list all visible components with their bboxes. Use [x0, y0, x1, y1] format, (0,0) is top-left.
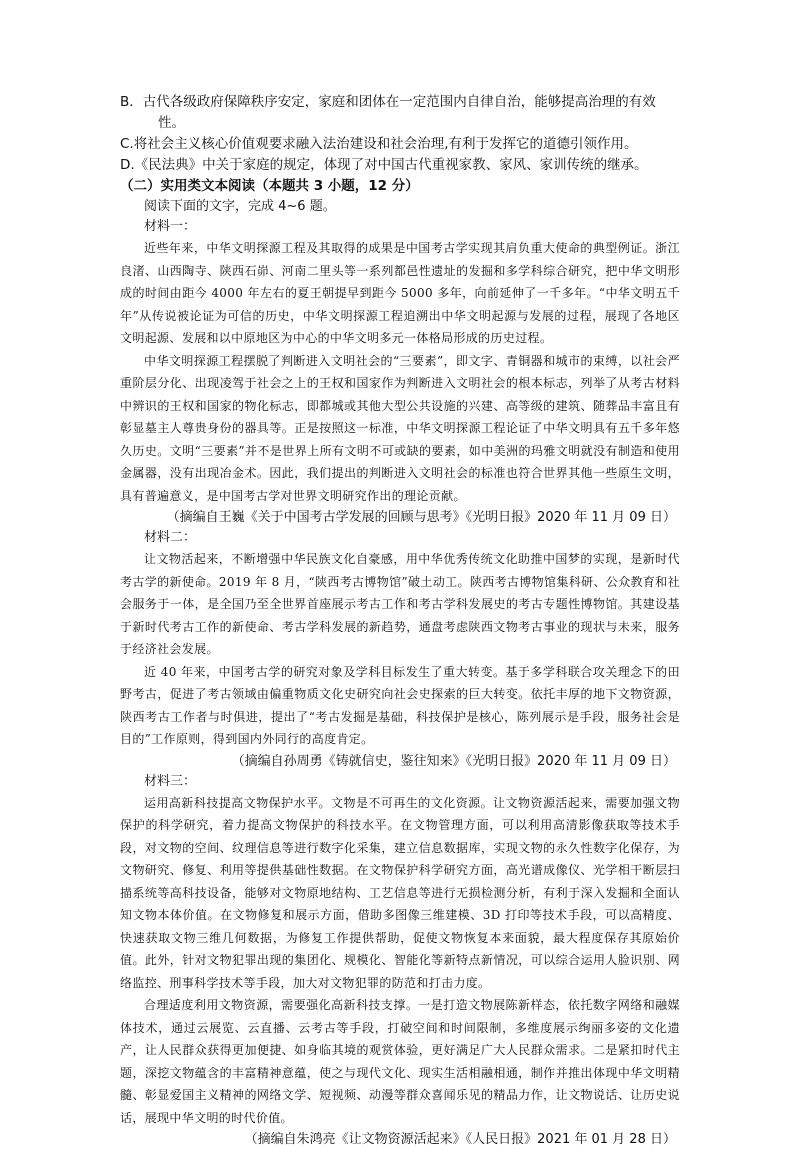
- material-1-title: 材料一：: [144, 219, 197, 234]
- material-3-paragraph: 合理适度利用文物资源，需要强化高新科技支撑。一是打造文物展陈新样态，依托数字网络和融媒体技术，通过云展览、云直播、云考古等手段，打破空间和时间限制，多维度展示绚丽多姿的文化遗产，让人民群众获得更加便捷、如身临其境的观赏体验，更好满足广大人民群众需求。二是紧扣时代主题，深挖文物蕴含的丰富精神意蕴，使之与现代文化、现实生活相融相通，制作并推出体现中华文明精髓、彰显爱国主义精神的网络文学、短视频、动漫等群众喜闻乐见的精品力作，让文物说话、让历史说话，展现中华文明的时代价值。: [120, 998, 680, 1125]
- material-3-source: （摘编自朱鸿亮《让文物资源活起来》《人民日报》2021 年 01 月 28 日）: [244, 1132, 676, 1147]
- section-title: （二）实用类文本阅读（本题共 3 小题，12 分）: [120, 178, 419, 194]
- material-2-paragraph: 近 40 年来，中国考古学的研究对象及学科目标发生了重大转变。基于多学科联合攻关理念下的田野考古，促进了考古领域由偏重物质文化史研究向社会史探索的巨大转变。依托丰厚的地下文物资源，陕西考古工作者与时俱进，提出了“考古发掘是基础，科技保护是核心，陈列展示是手段，服务社会是目的”工作原则，得到国内外同行的高度肯定。: [120, 664, 680, 746]
- material-3-paragraph: 运用高新科技提高文物保护水平。文物是不可再生的文化资源。让文物资源活起来，需要加强文物保护的科学研究，着力提高文物保护的科技水平。在文物管理方面，可以利用高清影像获取等技术手段，对文物的空间、纹理信息等进行数字化采集，建立信息数据库，实现文物的永久性数字化保存，为文物研究、修复、利用等提供基础性数据。在文物保护科学研究方面，高光谱成像仪、光学相干断层扫描系统等高科技设备，能够对文物原地结构、工艺信息等进行无损检测分析，有利于深入发掘和全面认知文物本体价值。在文物修复和展示方面，借助多图像三维建模、3D 打印等技术手段，可以高精度、快速获取文物三维几何数据，为修复工作提供帮助，促使文物恢复本来面貌，最大程度保存其原始价值。此外，针对文物犯罪出现的集团化、规模化、智能化等新特点新情况，可以综合运用人脸识别、网络监控、刑事科学技术等手段，加大对文物犯罪的防范和打击力度。: [120, 795, 680, 990]
- material-1-paragraph: 近些年来，中华文明探源工程及其取得的成果是中国考古学实现其肩负重大使命的典型例证。浙江良渚、山西陶寺、陕西石峁、河南二里头等一系列都邑性遗址的发掘和多学科综合研究，把中华文明形成的时间由距今 4000 年左右的夏王朝提早到距今 5000 多年，向前延伸了一千多年。“中华文明五千年”从传说被论证为可信的历史，中华文明探源工程追溯出中华文明起源与发展的过程，展现了各地区文明起源、发展和以中原地区为中心的中华文明多元一体格局形成的历史过程。: [120, 241, 680, 345]
- material-2-paragraph: 让文物活起来，不断增强中华民族文化自豪感，用中华优秀传统文化助推中国梦的实现，是新时代考古学的新使命。2019 年 8 月，“陕西考古博物馆”破土动工。陕西考古博物馆集科研、公众教育和社会服务于一体，是全国乃至全世界首座展示考古工作和考古学科发展史的考古专题性博物馆。其建设基于新时代考古工作的新使命、考古学科发展的新趋势，通盘考虑陕西文物考古事业的现状与未来，服务于经济社会发展。: [120, 552, 680, 656]
- material-1-paragraph: 中华文明探源工程摆脱了判断进入文明社会的“三要素”，即文字、青铜器和城市的束缚，以社会严重阶层分化、出现凌驾于社会之上的王权和国家作为判断进入文明社会的根本标志，列举了从考古材料中辨识的王权和国家的物化标志，即都城或其他大型公共设施的兴建、高等级的建筑、随葬品丰富且有彰显墓主人尊贵身份的器具等。正是按照这一标准，中华文明探源工程论证了中华文明具有五千多年悠久历史。文明“三要素”并不是世界上所有文明不可或缺的要素，如中美洲的玛雅文明就没有制造和使用金属器，没有出现冶金术。因此，我们提出的判断进入文明社会的标准也符合世界其他一些原生文明，具有普遍意义，是中国考古学对世界文明研究作出的理论贡献。: [120, 353, 680, 503]
- exam-page: [120, 92, 680, 1150]
- material-3-title: 材料三：: [144, 773, 197, 789]
- option-d: D.《民法典》中关于家庭的规定，体现了对中国古代重视家教、家风、家训传统的继承。: [120, 157, 648, 173]
- material-1-source: （摘编自王巍《关于中国考古学发展的回顾与思考》《光明日报》2020 年 11 月 09 日）: [166, 510, 676, 525]
- instruction: 阅读下面的文字，完成 4~6 题。: [144, 199, 336, 214]
- option-b: B．古代各级政府保障秩序安定，家庭和团体在一定范围内自律自治，能够提高治理的有效性。: [120, 94, 656, 131]
- option-c: C.将社会主义核心价值观要求融入法治建设和社会治理,有利于发挥它的道德引领作用。: [120, 136, 638, 152]
- material-2-source: （摘编自孙周勇《铸就信史，鉴往知来》《光明日报》2020 年 11 月 09 日）: [231, 753, 676, 769]
- material-2-title: 材料二：: [144, 530, 197, 545]
